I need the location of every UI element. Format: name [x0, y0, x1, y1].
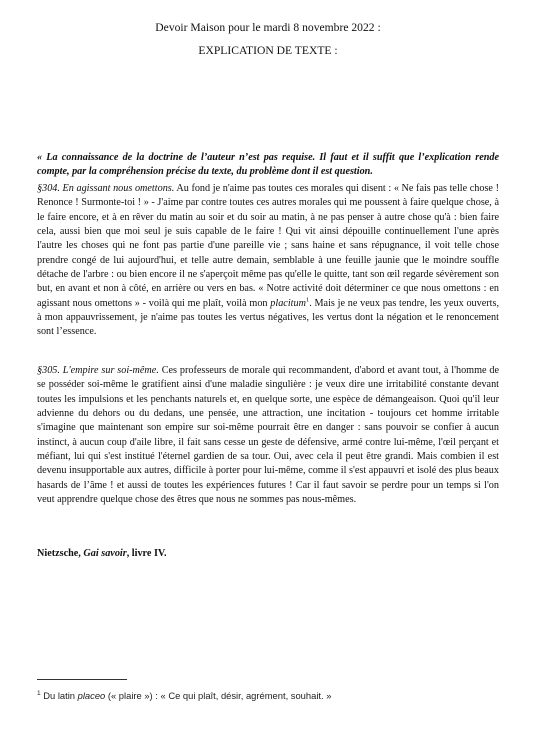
citation-book: , livre IV.: [126, 548, 167, 559]
footnote: [37, 690, 507, 701]
assignment-title: Devoir Maison pour le mardi 8 novembre 2022 :: [155, 21, 381, 34]
footnote-text-b: (« plaire ») : « Ce qui plaît, désir, agrément, souhait. »: [105, 690, 332, 702]
paragraph-304-text-a: Au fond je n'aime pas toutes ces morales qui disent : « Ne fais pas telle chose ! Renonce ! Surmonte-toi ! » - J'aime par contre toutes ces autres morales qui me poussent à faire quelque chose, à le faire encore, et à en rêver du matin au soir et du soir au matin, à ne pas penser à autre chose qu'à : bien faire cela, aussi bien que moi seul je suis capable de le faire ! Qui vit ainsi dépouille continuellement l'une après l'autre les choses qui ne font pas partie d'une pareille vie ; sans haine et sans répugnance, il voit telle chose prendre congé de lui aujourd'hui, et telle autre demain, semblable à une feuille jaunie que le moindre souffle détache de l'arbre : ou bien encore il ne s'aperçoit même pas qu'elle le quitte, tant son œil regarde sévèrement son but, en avant et non à côté, en arrière ou vers en bas. « Notre activité doit déterminer ce que nous omettons : en agissant nous omettons » - voilà qui me plaît, voilà mon: [37, 183, 499, 309]
placitum-word: placitum: [270, 297, 306, 309]
instructions: « La connaissance de la doctrine de l’auteur n’est pas requise. Il faut et il suffit que l’explication rende compte, par la compréhension précise du texte, du problème dont il est question.: [37, 152, 499, 177]
assignment-subtitle: EXPLICATION DE TEXTE :: [198, 44, 338, 57]
paragraph-304-ref: §304. En agissant nous omettons.: [37, 183, 175, 194]
citation-author: Nietzsche,: [37, 548, 84, 559]
footnote-mark: 1: [305, 296, 310, 304]
citation: [37, 548, 167, 559]
paragraph-305: [37, 364, 499, 507]
paragraph-304: [37, 182, 499, 340]
paragraph-305-ref: §305. L'empire sur soi-même.: [37, 365, 159, 376]
footnote-latin-word: placeo: [77, 690, 106, 702]
footnote-number: 1: [37, 690, 41, 697]
paragraph-304-text-b: . Mais je ne veux pas tendre, les yeux ouverts, à mon appauvrissement, je n'aime pas toutes les vertus négatives, les vertus dont la négation et le renoncement sont l’essence.: [37, 297, 499, 338]
paragraph-305-text: Ces professeurs de morale qui recommandent, d'abord et avant tout, à l'homme de se posséder soi-même le gratifient ainsi d'une maladie singulière : je veux dire une irritabilité constante devant toutes les impulsions et les penchants naturels et, en quelque sorte, une espèce de démangeaison. Quoi qu'il leur advienne du dehors ou du dedans, une pensée, une attraction, une incitation - toujours cet homme irritable s'imagine que maintenant son empire sur soi-même pourrait être en danger : sans pouvoir se confier à aucun instinct, à aucun coup d'aile libre, il fait sans cesse un geste de défensive, armé contre lui-même, l'œil perçant et méfiant, lui qui s'est institué l'éternel gardien de sa tour. Oui, avec cela il peut être grandi. Mais combien il est devenu insupportable aux autres, difficile à porter pour lui-même, comme il s'est appauvri et isolé des plus beaux hasards de l’âme ! et aussi de toutes les expériences futures ! Car il faut savoir se perdre pour un temps si l'on veut apprendre quelque chose des êtres que nous ne sommes pas nous-mêmes.: [37, 365, 500, 506]
footnote-text-a: Du latin: [40, 690, 78, 702]
footnote-divider: [37, 679, 127, 680]
citation-work: Gai savoir: [83, 548, 127, 559]
